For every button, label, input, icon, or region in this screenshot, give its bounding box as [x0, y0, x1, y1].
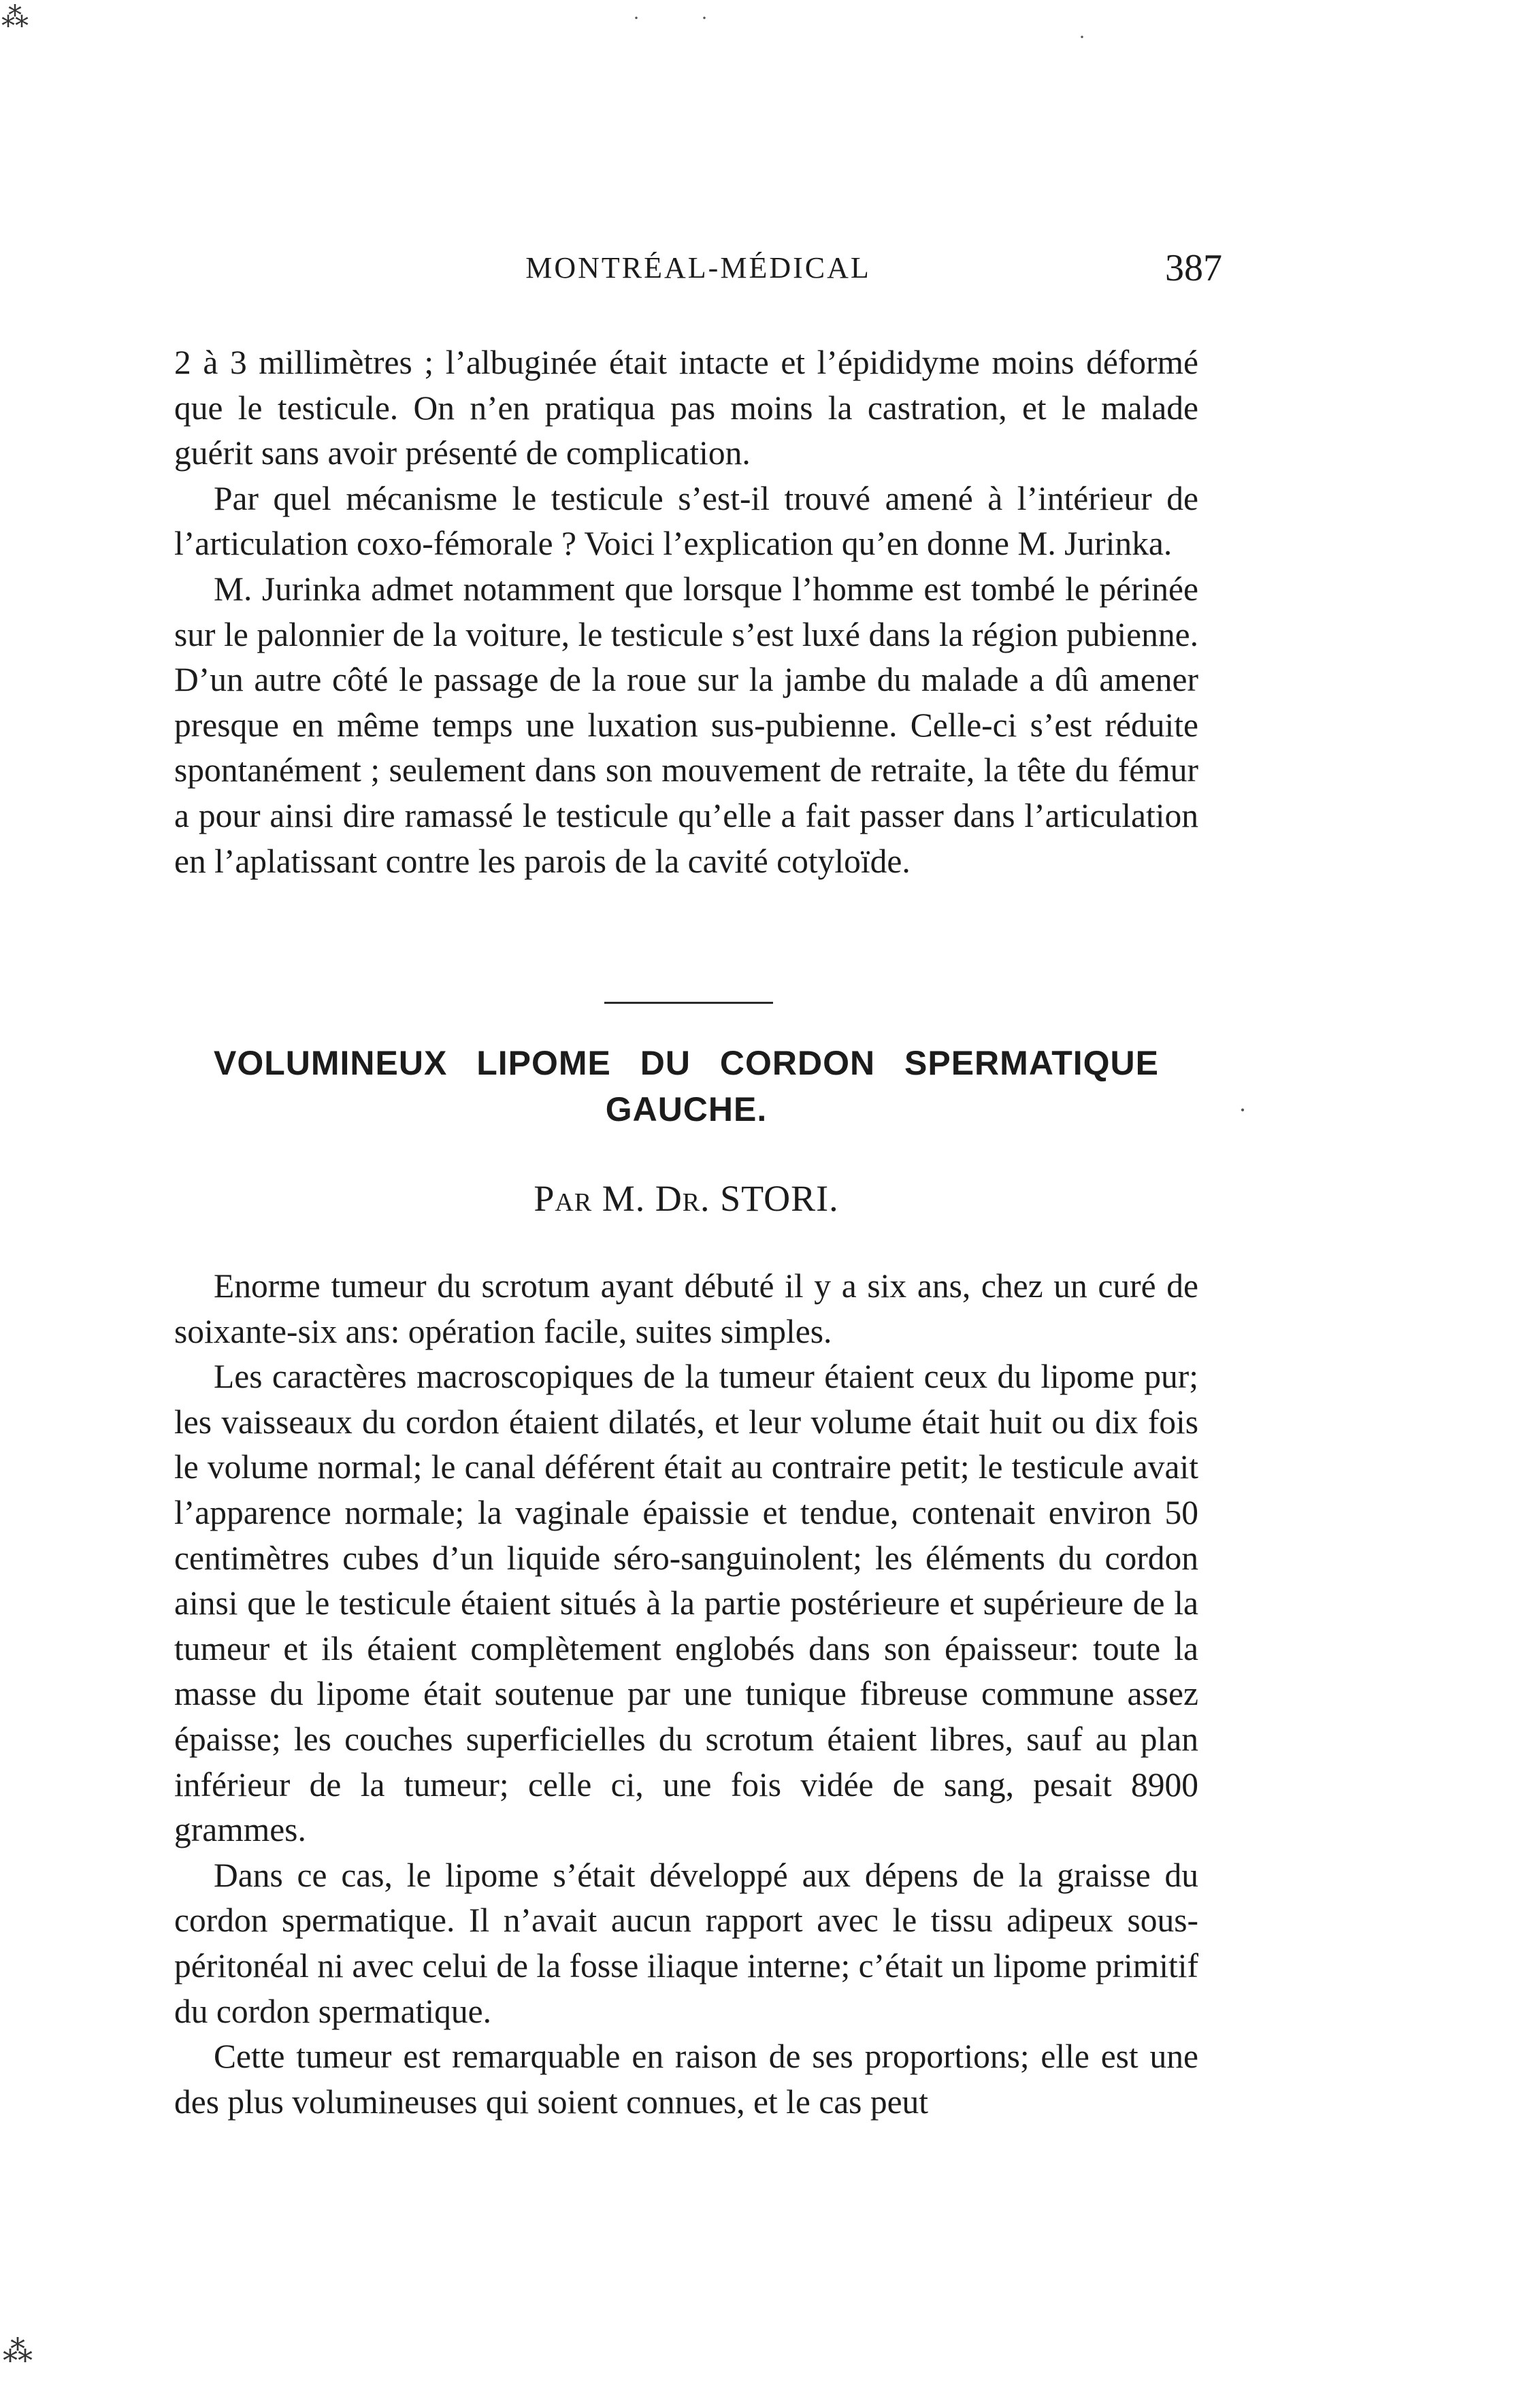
scan-speck-mark: · [1239, 1096, 1247, 1124]
article-title-line: VOLUMINEUX LIPOME DU CORDON SPERMATIQUE [213, 1044, 1159, 1082]
scan-speck-mark: · [701, 7, 708, 29]
section-divider [604, 1002, 773, 1004]
scan-speck-mark: · [633, 7, 640, 29]
article-body [174, 1264, 1198, 2125]
article-title-line: GAUCHE. [605, 1090, 768, 1128]
byline-prefix: Par M. Dr. [534, 1178, 710, 1219]
byline [174, 1177, 1198, 1220]
paragraph: Dans ce cas, le lipome s’était développé aux dépens de la graisse du cordon spermatique. Il n’avait aucun rapport avec le tissu adipeux sous-péritonéal ni avec celui de la fosse iliaque interne; c’était un lipome primitif du cordon spermatique. [174, 1856, 1198, 2030]
paragraph: M. Jurinka admet notamment que lorsque l’homme est tombé le périnée sur le palonnier de la voiture, le testicule s’est luxé dans la région pubienne. D’un autre côté le passage de la roue sur la jambe du malade a dû amener presque en même temps une luxation sus-pubienne. Celle-ci s’est réduite spontanément ; seulement dans son mouvement de retraite, la tête du fémur a pour ainsi dire ramassé le testicule qu’elle a fait passer dans l’articulation en l’aplatissant contre les parois de la cavité cotyloïde. [174, 570, 1198, 880]
scan-speck-mark: · [1079, 26, 1085, 48]
author-name: STORI. [720, 1178, 839, 1219]
paragraph: Par quel mécanisme le testicule s’est-il trouvé amené à l’intérieur de l’articulation coxo-fémorale ? Voici l’explication qu’en donne M. Jurinka. [174, 479, 1198, 563]
continued-text [174, 340, 1198, 884]
paragraph: Cette tumeur est remarquable en raison de ses proportions; elle est une des plus volumineuses qui soient connues, et le cas peut [174, 2038, 1198, 2121]
paragraph: Les caractères macroscopiques de la tumeur étaient ceux du lipome pur; les vaisseaux du cordon étaient dilatés, et leur volume était huit ou dix fois le volume normal; le canal déférent était au contraire petit; le testicule avait l’apparence normale; la vaginale épaissie et tendue, contenait environ 50 centimètres cubes d’un liquide séro-sanguinolent; les éléments du cordon ainsi que le testicule étaient situés à la partie postérieure et supérieure de la tumeur et ils étaient complètement englobés dans son épaisseur: toute la masse du lipome était soutenue par une tunique fibreuse commune assez épaisse; les couches superficielles du scrotum étaient libres, sauf au plan inférieur de la tumeur; celle ci, une fois vidée de sang, pesait 8900 grammes. [174, 1358, 1198, 1849]
page-number: 387 [1165, 247, 1222, 289]
paragraph: Enorme tumeur du scrotum ayant débuté il y a six ans, chez un curé de soixante-six ans: opération facile, suites simples. [174, 1267, 1198, 1350]
paragraph: 2 à 3 millimètres ; l’albuginée était intacte et l’épididyme moins déformé que le testicule. On n’en pratiqua pas moins la castration, et le malade guérit sans avoir présenté de complication. [174, 344, 1198, 472]
article-title [174, 1040, 1198, 1132]
running-head [174, 247, 1222, 298]
scan-speck-mark: ⁂ [3, 2335, 33, 2368]
scan-speck-mark: ⁂ [1, 2, 29, 33]
journal-title: MONTRÉAL-MÉDICAL [525, 251, 871, 284]
